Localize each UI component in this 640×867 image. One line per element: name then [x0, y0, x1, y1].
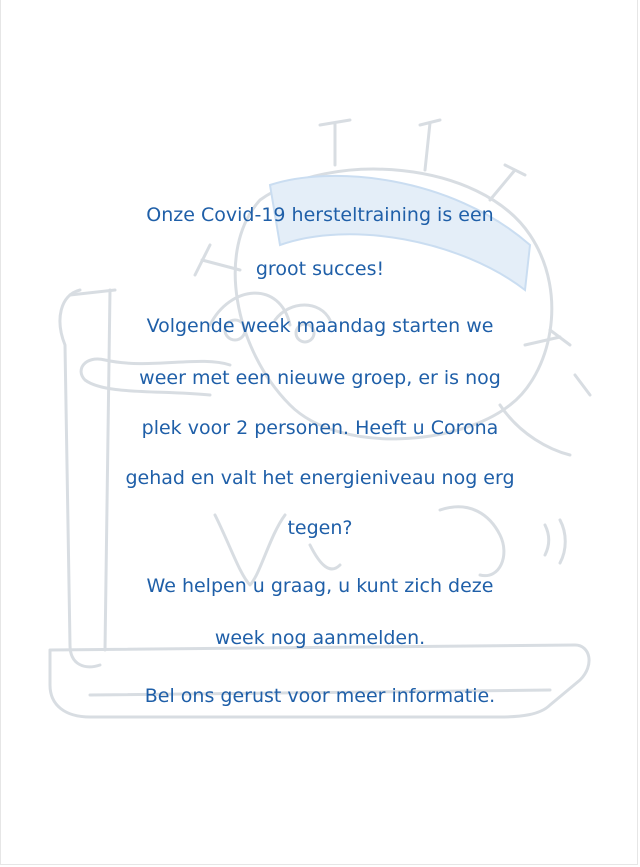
line-6: gehad en valt het energieniveau nog erg: [125, 467, 515, 489]
line-3: Volgende week maandag starten we: [146, 315, 494, 337]
line-2: groot succes!: [255, 258, 385, 280]
line-9: week nog aanmelden.: [214, 627, 426, 649]
line-10: Bel ons gerust voor meer informatie.: [144, 685, 496, 707]
line-7: tegen?: [287, 517, 353, 539]
line-5: plek voor 2 personen. Heeft u Corona: [141, 417, 499, 439]
line-1: Onze Covid-19 hersteltraining is een: [146, 204, 494, 226]
line-4: weer met een nieuwe groep, er is nog: [139, 367, 501, 389]
line-8: We helpen u graag, u kunt zich deze: [146, 575, 494, 597]
